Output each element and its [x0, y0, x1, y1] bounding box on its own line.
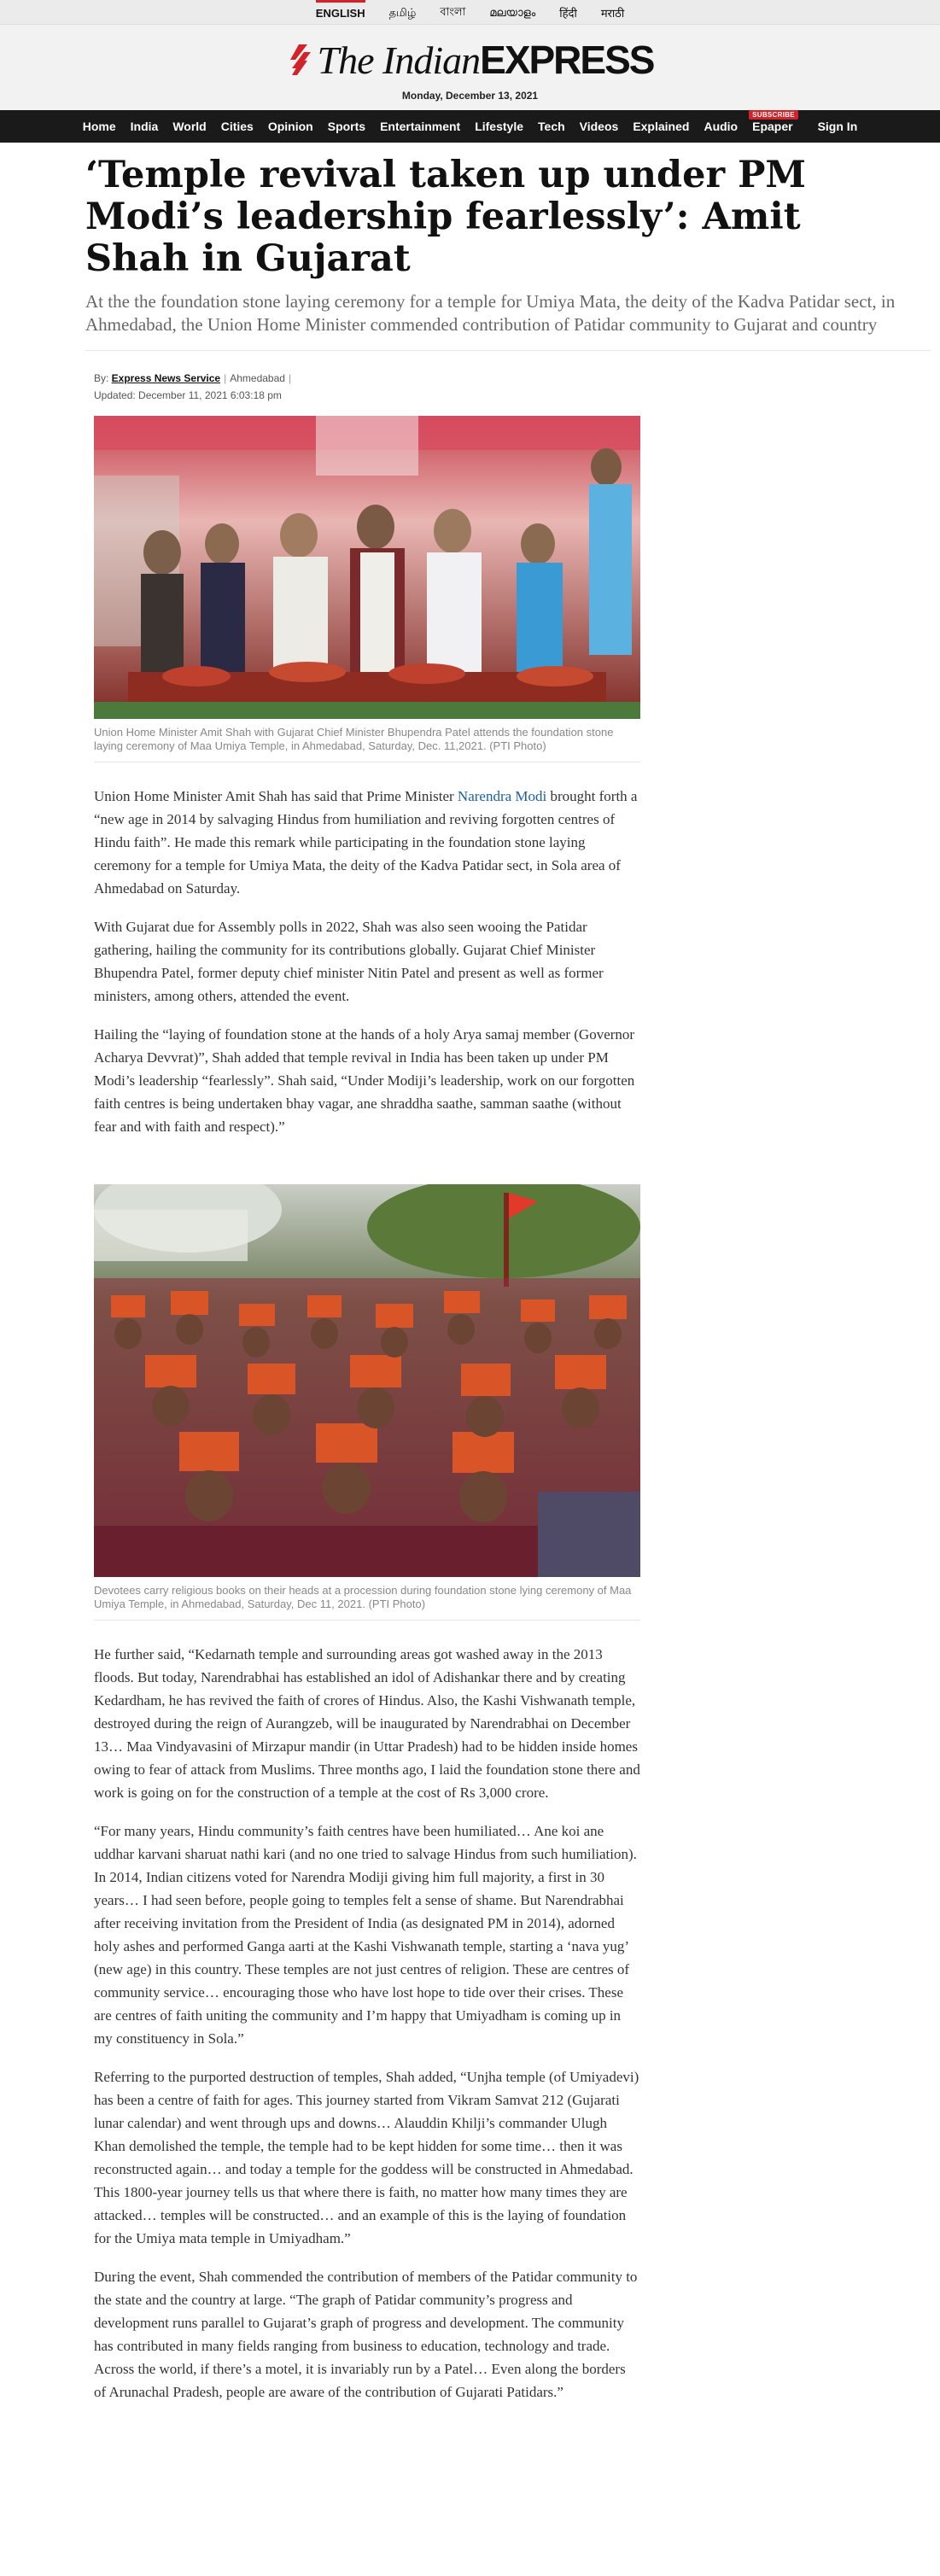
- article-headline: ‘Temple revival taken up under PM Modi’s leadership fearlessly’: Amit Shah in Gujarat: [85, 154, 807, 280]
- nav-lifestyle[interactable]: Lifestyle: [475, 120, 524, 133]
- updated-timestamp: Updated: December 11, 2021 6:03:18 pm: [94, 389, 282, 401]
- article-subhead: At the the foundation stone laying ceremony for a temple for Umiya Mata, the deity of the Kadva Patidar sect, in Ahmedabad, the Union Home Minister commended contribution of Patidar community to Gujarat and country: [85, 291, 896, 335]
- nav-world[interactable]: World: [172, 120, 207, 133]
- masthead: [0, 24, 940, 110]
- narendra-modi-link[interactable]: Narendra Modi: [457, 788, 547, 804]
- nav-cities[interactable]: Cities: [220, 120, 254, 133]
- paragraph-4: He further said, “Kedarnath temple and surrounding areas got washed away in the 2013 floods. But today, Narendrabhai has established an idol of Adishankar there and by creating Kedardham, he has revived the faith of crores of Hindus. Also, the Kashi Vishwanath temple, destroyed during the reign of Aurangzeb, will be inaugurated by Narendrabhai on December 13… Maa Vindyavasini of Mirzapur mandir (in Uttar Pradesh) had to be hidden inside homes owing to fear of attack from Muslims. Three months ago, I laid the foundation stone there and work is going on for the construction of a temple at the cost of Rs 3,000 crore.: [94, 1646, 640, 1801]
- nav-epaper-label: Epaper: [752, 120, 793, 133]
- nav-audio[interactable]: Audio: [704, 120, 739, 133]
- byline-prefix: By:: [94, 372, 112, 384]
- nav-opinion[interactable]: Opinion: [267, 120, 313, 133]
- paragraph-6: Referring to the purported destruction of temples, Shah added, “Unjha temple (of Umiyadevi) has been a centre of faith for ages. This journey started from Vikram Samvat 212 (Gujarati lunar calendar) and went through ups and downs… Alauddin Khilji’s commander Ulugh Khan demolished the temple, the temple had to be kept hidden for some time… then it was reconstructed again… and today a temple for the goddess will be constructed in Ahmedabad. This 1800-year journey tells us that where there is faith, no matter how many times they are attacked… temples will be constructed… and an example of this is the laying of foundation for the Umiya mata temple in Umiyadham.”: [94, 2069, 639, 2246]
- byline-location: Ahmedabad: [230, 372, 285, 384]
- masthead-date: Monday, December 13, 2021: [401, 90, 539, 102]
- lang-hindi[interactable]: हिंदी: [559, 7, 577, 20]
- lead-photo: [94, 416, 640, 719]
- article-body: [94, 785, 640, 1138]
- main-nav: [0, 110, 940, 143]
- logo-wordmark: The IndianEXPRESS: [317, 38, 654, 82]
- nav-videos[interactable]: Videos: [579, 120, 619, 133]
- nav-explained[interactable]: Explained: [633, 120, 690, 133]
- nav-tech[interactable]: Tech: [538, 120, 565, 133]
- lang-bangla[interactable]: বাংলা: [440, 4, 466, 18]
- lang-marathi[interactable]: मराठी: [600, 7, 625, 20]
- article: [85, 155, 931, 2404]
- paragraph-7: During the event, Shah commended the contribution of members of the Patidar community to the state and the country at large. “The graph of Patidar community’s progress and development runs parallel to Gujarat’s graph of progress and development. The community has contributed in many fields ranging from business to education, technology and trade. Across the world, if there’s a motel, it is invariably run by a Patel… Even along the borders of Arunachal Pradesh, people are aware of the contribution of Gujarati Patidars.”: [94, 2269, 638, 2400]
- lang-english[interactable]: ENGLISH: [315, 6, 365, 20]
- procession-photo-caption: Devotees carry religious books on their heads at a procession during foundation stone lying ceremony of Maa Umiya Temple, in Ahmedabad, Saturday, Dec 11, 2021. (PTI Photo): [94, 1584, 640, 1621]
- sign-in-link[interactable]: Sign In: [817, 120, 858, 133]
- article-body-continued: [94, 1643, 640, 2404]
- procession-photo-image: [94, 1184, 640, 1577]
- author-link[interactable]: Express News Service: [111, 372, 221, 384]
- paragraph-3: Hailing the “laying of foundation stone at the hands of a holy Arya samaj member (Governor Acharya Devvrat)”, Shah added that temple revival in India has been taken up under PM Modi’s leadership “fearlessly”. Shah said, “Under Modiji’s leadership, work on our forgotten faith centres is being undertaken bhay vagar, ane shraddha saathe, samman saathe (without fear and with faith and respect).”: [94, 1026, 635, 1135]
- nav-home[interactable]: Home: [82, 120, 116, 133]
- article-column: [94, 416, 640, 2404]
- logo-mark-icon: [287, 43, 312, 77]
- byline-separator: |: [224, 372, 227, 384]
- nav-sports[interactable]: Sports: [327, 120, 366, 133]
- byline-separator: |: [288, 372, 292, 384]
- nav-entertainment[interactable]: Entertainment: [380, 120, 461, 133]
- lang-tamil[interactable]: தமிழ்: [388, 5, 417, 19]
- site-logo[interactable]: [0, 37, 940, 83]
- language-bar: [0, 0, 940, 24]
- lead-photo-image: [94, 416, 640, 719]
- paragraph-5: “For many years, Hindu community’s faith centres have been humiliated… Ane koi ane uddhar karvani sharuat nathi kari (and no one tried to salvage Hindus from such humiliation). In 2014, Indian citizens voted for Narendra Modiji giving him full majority, a first in 30 years… I had seen before, people going to temples felt a sense of shame. But Narendrabhai after receiving invitation from the President of India (as designated PM in 2014), adorned holy ashes and performed Ganga aarti at the Kashi Vishwanath temple, starting a ‘nava yug’ (new age) in this country. These temples are not just centres of religion. These are centres of community service… encouraging those who have lost hope to tide over their crises. These are centres of faith uniting the community and I’m happy that Umiyadham is coming up in my constituency in Sola.”: [94, 1823, 637, 2047]
- byline: [94, 370, 931, 404]
- nav-epaper[interactable]: [752, 111, 795, 133]
- paragraph-2: With Gujarat due for Assembly polls in 2022, Shah was also seen wooing the Patidar gathering, hailing the community for its contributions globally. Gujarat Chief Minister Bhupendra Patel, former deputy chief minister Nitin Patel and present as well as former ministers, among others, attended the event.: [94, 919, 604, 1004]
- lead-photo-caption: Union Home Minister Amit Shah with Gujarat Chief Minister Bhupendra Patel attends the foundation stone laying ceremony of Maa Umiya Temple, in Ahmedabad, Saturday, Dec. 11,2021. (PTI Photo): [94, 726, 640, 762]
- subscribe-badge[interactable]: SUBSCRIBE: [749, 110, 798, 120]
- procession-photo: [94, 1184, 640, 1577]
- nav-india[interactable]: India: [130, 120, 159, 133]
- divider: [85, 350, 931, 351]
- paragraph-1: Union Home Minister Amit Shah has said that Prime Minister Narendra Modi brought forth a “new age in 2014 by salvaging Hindus from humiliation and reviving forgotten centres of Hindu faith”. He made this remark while participating in the foundation stone laying ceremony for a temple for Umiya Mata, the deity of the Kadva Patidar sect, in Sola area of Ahmedabad on Saturday.: [94, 788, 638, 897]
- lang-malayalam[interactable]: മലയാളം: [489, 6, 536, 19]
